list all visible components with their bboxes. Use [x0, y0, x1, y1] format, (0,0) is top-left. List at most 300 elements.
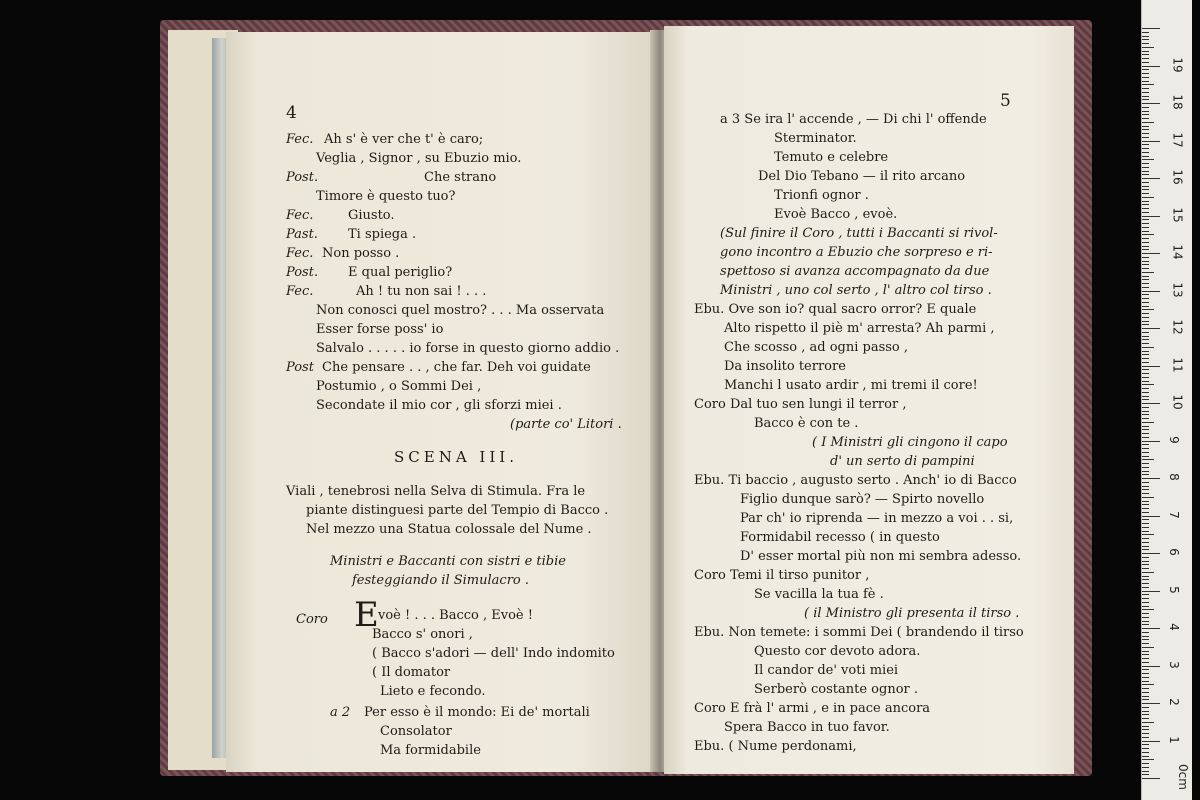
ruler-number: 2	[1166, 698, 1181, 706]
verse-line: Temuto e celebre	[774, 150, 889, 165]
stage-direction: (parte co' Litori .	[510, 417, 622, 432]
ruler-tick	[1142, 358, 1149, 359]
ruler-tick	[1142, 347, 1154, 348]
ruler-tick	[1142, 28, 1160, 29]
ruler-tick	[1142, 137, 1149, 138]
ruler-tick	[1142, 373, 1149, 374]
verse-line: Figlio dunque sarò? — Spirto novello	[740, 492, 985, 507]
verse-line: Ah ! tu non sai ! . . .	[356, 284, 487, 299]
ruler-tick	[1142, 84, 1154, 85]
ruler-tick	[1142, 636, 1149, 637]
ruler-tick	[1142, 306, 1149, 307]
verse-line: Coro Dal tuo sen lungi il terror ,	[694, 397, 907, 412]
speaker-label: Post	[286, 360, 314, 375]
ruler-tick	[1142, 426, 1149, 427]
ruler-tick	[1142, 493, 1149, 494]
verse-line: Non posso .	[322, 246, 400, 261]
ruler-tick	[1142, 759, 1154, 760]
ruler-tick	[1142, 497, 1154, 498]
ruler-tick	[1142, 287, 1149, 288]
ruler-tick	[1142, 324, 1149, 325]
ruler-tick	[1142, 613, 1149, 614]
scene-title: SCENA III.	[394, 448, 518, 466]
verse-line: Se vacilla la tua fè .	[754, 587, 884, 602]
ruler-tick	[1142, 396, 1149, 397]
ruler-tick	[1142, 737, 1149, 738]
ruler-tick	[1142, 268, 1149, 269]
ruler-tick	[1142, 339, 1149, 340]
stage-direction: Ministri e Baccanti con sistri e tibie	[330, 554, 566, 569]
ruler-tick	[1142, 587, 1149, 588]
verse-line: Esser forse poss' io	[316, 322, 444, 337]
ruler-tick	[1142, 246, 1149, 247]
ruler-number: 18	[1170, 94, 1185, 110]
ruler-tick	[1142, 403, 1160, 404]
ruler-tick	[1142, 261, 1149, 262]
ruler-tick	[1142, 193, 1149, 194]
verse-line: Trionfi ognor .	[774, 188, 869, 203]
ruler-tick	[1142, 763, 1149, 764]
ruler-tick	[1142, 411, 1149, 412]
ruler-tick	[1142, 444, 1149, 445]
ruler-tick	[1142, 692, 1149, 693]
ruler-tick	[1142, 703, 1160, 704]
page-number: 5	[1000, 91, 1011, 111]
verse-line: Che scosso , ad ogni passo ,	[724, 340, 909, 355]
ruler-tick	[1142, 321, 1149, 322]
ruler-tick	[1142, 422, 1154, 423]
verse-line: Sterminator.	[774, 131, 857, 146]
ruler-tick	[1142, 204, 1149, 205]
ruler-tick	[1142, 467, 1149, 468]
ruler-tick	[1142, 223, 1149, 224]
ruler-tick	[1142, 489, 1149, 490]
ruler-tick	[1142, 118, 1149, 119]
ruler-tick	[1142, 227, 1149, 228]
ruler-tick	[1142, 231, 1149, 232]
ruler-number: 0cm	[1175, 764, 1190, 790]
ruler-tick	[1142, 726, 1149, 727]
ruler-tick	[1142, 249, 1149, 250]
setting-line: piante distinguesi parte del Tempio di Bacco .	[306, 503, 609, 518]
ruler-tick	[1142, 174, 1149, 175]
ruler-tick	[1142, 182, 1149, 183]
ruler-tick	[1142, 47, 1154, 48]
ruler-tick	[1142, 606, 1149, 607]
ruler-number: 19	[1170, 56, 1185, 73]
ruler-number: 13	[1170, 281, 1185, 298]
stage-direction: spettoso si avanza accompagnato da due	[720, 264, 990, 279]
ruler-number: 5	[1166, 585, 1181, 594]
ruler-tick	[1142, 699, 1149, 700]
ruler-number: 14	[1170, 244, 1185, 260]
verse-line: Bacco s' onori ,	[372, 627, 473, 642]
verse-line: Evoè Bacco , evoè.	[774, 207, 898, 222]
ruler-tick	[1142, 474, 1149, 475]
ruler-tick	[1142, 733, 1149, 734]
ruler-tick	[1142, 212, 1149, 213]
verse-line: Per esso è il mondo: Ei de' mortali	[364, 705, 590, 720]
ruler-number: 11	[1170, 356, 1185, 373]
ruler-tick	[1142, 343, 1149, 344]
ruler-tick	[1142, 568, 1149, 569]
ruler-tick	[1142, 752, 1149, 753]
ruler-tick	[1142, 43, 1149, 44]
ruler-tick	[1142, 351, 1149, 352]
ruler-tick	[1142, 208, 1149, 209]
speaker-label: Past.	[286, 227, 318, 242]
ruler-tick	[1142, 414, 1149, 415]
setting-line: Nel mezzo una Statua colossale del Nume .	[306, 522, 592, 537]
ruler-tick	[1142, 767, 1149, 768]
ruler-tick	[1142, 658, 1149, 659]
ruler-tick	[1142, 463, 1149, 464]
verse-line: Consolator	[380, 724, 452, 739]
speaker-label: Fec.	[286, 284, 314, 299]
ruler-tick	[1142, 336, 1149, 337]
ruler-tick	[1142, 662, 1149, 663]
verse-line: Non conosci quel mostro? . . . Ma osservata	[316, 303, 605, 318]
verse-line: D' esser mortal più non mi sembra adesso.	[740, 549, 1022, 564]
stage-direction: ( il Ministro gli presenta il tirso .	[804, 606, 1020, 621]
ruler-tick	[1142, 654, 1149, 655]
ruler-tick	[1142, 681, 1149, 682]
ruler-tick	[1142, 482, 1149, 483]
ruler-tick	[1142, 471, 1149, 472]
ruler-tick	[1142, 651, 1149, 652]
speaker-label: Fec.	[286, 246, 314, 261]
verse-line: Che pensare . . , che far. Deh voi guidate	[322, 360, 591, 375]
ruler-number: 8	[1166, 473, 1181, 481]
ruler-number: 10	[1170, 394, 1185, 410]
speaker-label: Fec.	[286, 132, 314, 147]
ruler-tick	[1142, 32, 1149, 33]
ruler-tick	[1142, 332, 1149, 333]
ruler-tick	[1142, 54, 1149, 55]
verse-line: a 3 Se ira l' accende , — Di chi l' offende	[720, 112, 987, 127]
ruler-tick	[1142, 632, 1149, 633]
ruler-tick	[1142, 452, 1149, 453]
ruler-tick	[1142, 429, 1149, 430]
verse-line: Spera Bacco in tuo favor.	[724, 720, 890, 735]
ruler-tick	[1142, 684, 1154, 685]
ruler-tick	[1142, 553, 1160, 554]
ruler-tick	[1142, 748, 1149, 749]
ruler-tick	[1142, 531, 1149, 532]
ruler-tick	[1142, 669, 1149, 670]
ruler-tick	[1142, 508, 1149, 509]
ruler-tick	[1142, 527, 1149, 528]
ruler-tick	[1142, 647, 1154, 648]
verse-line: Ah s' è ver che t' è caro;	[324, 132, 484, 147]
ruler-tick	[1142, 96, 1149, 97]
ruler-tick	[1142, 756, 1149, 757]
ruler-tick	[1142, 456, 1149, 457]
ruler-tick	[1142, 234, 1154, 235]
ruler-tick	[1142, 441, 1160, 442]
ruler-tick	[1142, 129, 1149, 130]
ruler-tick	[1142, 673, 1149, 674]
ruler-tick	[1142, 504, 1149, 505]
ruler-tick	[1142, 512, 1149, 513]
ruler-tick	[1142, 197, 1154, 198]
verse-line: Formidabil recesso ( in questo	[740, 530, 940, 545]
ruler-tick	[1142, 714, 1149, 715]
ruler-tick	[1142, 159, 1154, 160]
ruler-tick	[1142, 711, 1149, 712]
ruler-tick	[1142, 144, 1149, 145]
verse-line: Salvalo . . . . . io forse in questo giorno addio .	[316, 341, 620, 356]
ruler-tick	[1142, 317, 1149, 318]
ruler-number: 16	[1170, 169, 1185, 185]
ruler-tick	[1142, 523, 1149, 524]
ruler-tick	[1142, 163, 1149, 164]
ruler-tick	[1142, 774, 1149, 775]
ruler-tick	[1142, 283, 1149, 284]
ruler-tick	[1142, 313, 1149, 314]
ruler-tick	[1142, 294, 1149, 295]
stage-direction: (Sul finire il Coro , tutti i Baccanti si rivol-	[720, 226, 998, 241]
ruler-tick	[1142, 167, 1149, 168]
ruler-tick	[1142, 39, 1149, 40]
verse-line: ( Bacco s'adori — dell' Indo indomito	[372, 646, 615, 661]
ruler-tick	[1142, 598, 1149, 599]
ruler-tick	[1142, 189, 1149, 190]
verse-line: Ti spiega .	[348, 227, 417, 242]
ruler-tick	[1142, 73, 1149, 74]
verse-line: Veglia , Signor , su Ebuzio mio.	[316, 151, 522, 166]
ruler-tick	[1142, 201, 1149, 202]
ruler-tick	[1142, 579, 1149, 580]
verse-line: Ebu. Non temete: i sommi Dei ( brandendo il tirso	[694, 625, 1024, 640]
ruler-tick	[1142, 219, 1149, 220]
ruler-tick	[1142, 88, 1149, 89]
ruler-tick	[1142, 69, 1149, 70]
verse-line: Alto rispetto il piè m' arresta? Ah parmi ,	[724, 321, 995, 336]
ruler-tick	[1142, 549, 1149, 550]
ruler-tick	[1142, 407, 1149, 408]
ruler-tick	[1142, 624, 1149, 625]
ruler-tick	[1142, 591, 1160, 592]
ruler-tick	[1142, 103, 1160, 104]
ruler-number: 15	[1170, 206, 1185, 223]
verse-line: Da insolito terrore	[724, 359, 846, 374]
ruler-tick	[1142, 238, 1149, 239]
ruler-tick	[1142, 718, 1149, 719]
ruler-tick	[1142, 122, 1154, 123]
speaker-label: Post.	[286, 265, 319, 280]
ruler-tick	[1142, 688, 1149, 689]
ruler-tick	[1142, 534, 1154, 535]
ruler-tick	[1142, 557, 1149, 558]
ruler-tick	[1142, 392, 1149, 393]
ruler-tick	[1142, 384, 1154, 385]
ruler-tick	[1142, 253, 1160, 254]
ruler-tick	[1142, 516, 1160, 517]
verse-line: Bacco è con te .	[754, 416, 859, 431]
ruler-tick	[1142, 156, 1149, 157]
stage-direction: ( I Ministri gli cingono il capo	[812, 435, 1008, 450]
ruler-tick	[1142, 486, 1149, 487]
ruler-tick	[1142, 628, 1160, 629]
ruler-tick	[1142, 546, 1149, 547]
ruler-tick	[1142, 583, 1149, 584]
ruler-tick	[1142, 576, 1149, 577]
verse-line: ( Il domator	[372, 665, 451, 680]
ruler-tick	[1142, 114, 1149, 115]
ruler-tick	[1142, 778, 1160, 779]
ruler-tick	[1142, 309, 1154, 310]
ruler-tick	[1142, 366, 1160, 367]
ruler-tick	[1142, 388, 1149, 389]
ruler-tick	[1142, 729, 1149, 730]
ruler-tick	[1142, 418, 1149, 419]
ruler-tick	[1142, 564, 1149, 565]
ruler-tick	[1142, 433, 1149, 434]
ruler-tick	[1142, 66, 1160, 67]
verse-line: Questo cor devoto adora.	[754, 644, 921, 659]
ruler-tick	[1142, 291, 1160, 292]
ruler-tick	[1142, 377, 1149, 378]
ruler-number: 17	[1170, 131, 1185, 148]
verse-line: E qual periglio?	[348, 265, 453, 280]
ruler-tick	[1142, 602, 1149, 603]
ruler-tick	[1142, 677, 1149, 678]
ruler-tick	[1142, 707, 1149, 708]
ruler-tick	[1142, 77, 1149, 78]
ruler-tick	[1142, 99, 1149, 100]
speaker-label: Fec.	[286, 208, 314, 223]
setting-line: Viali , tenebrosi nella Selva di Stimula. Fra le	[286, 484, 586, 499]
verse-line: Secondate il mio cor , gli sforzi miei .	[316, 398, 562, 413]
ruler-tick	[1142, 594, 1149, 595]
ruler-tick	[1142, 666, 1160, 667]
verse-line: Serberò costante ognor .	[754, 682, 919, 697]
ruler-number: 6	[1166, 548, 1181, 556]
ruler-number: 7	[1166, 510, 1181, 519]
ruler-tick	[1142, 399, 1149, 400]
ruler-tick	[1142, 771, 1149, 772]
ruler-tick	[1142, 279, 1149, 280]
verse-line: Ebu. ( Nume perdonami,	[694, 739, 857, 754]
verse-line: Ebu. Ove son io? qual sacro orror? E quale	[694, 302, 977, 317]
ruler-tick	[1142, 111, 1149, 112]
ruler-tick	[1142, 186, 1149, 187]
ruler-tick	[1142, 302, 1149, 303]
ruler-tick	[1142, 437, 1149, 438]
verse-line: voè ! . . . Bacco , Evoè !	[378, 608, 533, 623]
verse-line: Coro Temi il tirso punitor ,	[694, 568, 870, 583]
ruler-tick	[1142, 133, 1149, 134]
verse-line: Che strano	[424, 170, 497, 185]
ruler-tick	[1142, 242, 1149, 243]
stage-direction: gono incontro a Ebuzio che sorpreso e ri-	[720, 245, 993, 260]
verse-line: Coro E frà l' armi , e in pace ancora	[694, 701, 931, 716]
speaker-label: Coro	[296, 612, 328, 627]
ruler-tick	[1142, 58, 1149, 59]
stage-direction: festeggiando il Simulacro .	[352, 573, 530, 588]
page-number: 4	[286, 103, 297, 123]
ruler-tick	[1142, 62, 1149, 63]
ruler-tick	[1142, 126, 1149, 127]
left-page	[226, 32, 658, 772]
ruler-tick	[1142, 572, 1154, 573]
verse-line: Timore è questo tuo?	[316, 189, 456, 204]
ruler-tick	[1142, 561, 1149, 562]
ruler-tick	[1142, 617, 1149, 618]
ruler-tick	[1142, 257, 1149, 258]
ruler-tick	[1142, 643, 1149, 644]
ruler-tick	[1142, 328, 1160, 329]
verse-line: Par ch' io riprenda — in mezzo a voi . . si,	[740, 511, 1014, 526]
ruler-tick	[1142, 542, 1149, 543]
ruler-tick	[1142, 298, 1149, 299]
ruler-tick	[1142, 448, 1149, 449]
speaker-label: a 2	[330, 705, 351, 720]
stage-direction: d' un serto di pampini	[830, 454, 975, 469]
ruler-tick	[1142, 148, 1149, 149]
ruler-tick	[1142, 741, 1160, 742]
ruler-tick	[1142, 276, 1149, 277]
ruler-tick	[1142, 264, 1149, 265]
ruler-tick	[1142, 639, 1149, 640]
ruler-tick	[1142, 519, 1149, 520]
ruler-tick	[1142, 141, 1160, 142]
ruler-tick	[1142, 81, 1149, 82]
ruler-tick	[1142, 722, 1154, 723]
ruler-tick	[1142, 478, 1160, 479]
right-page	[664, 26, 1074, 774]
ruler-number: 3	[1166, 660, 1181, 669]
stage-direction: Ministri , uno col serto , l' altro col tirso .	[720, 283, 992, 298]
ruler-tick	[1142, 354, 1149, 355]
ruler-tick	[1142, 216, 1160, 217]
verse-line: Del Dio Tebano — il rito arcano	[758, 169, 966, 184]
ruler-tick	[1142, 178, 1160, 179]
ruler-tick	[1142, 744, 1149, 745]
verse-line: Postumio , o Sommi Dei ,	[316, 379, 482, 394]
ruler-tick	[1142, 51, 1149, 52]
ruler-tick	[1142, 369, 1149, 370]
verse-line: Il candor de' voti miei	[754, 663, 899, 678]
ruler-tick	[1142, 152, 1149, 153]
ruler-number: 9	[1166, 435, 1181, 444]
ruler-tick	[1142, 36, 1149, 37]
measuring-ruler	[1141, 0, 1192, 800]
verse-line: Manchi l usato ardir , mi tremi il core!	[724, 378, 978, 393]
ruler-tick	[1142, 272, 1154, 273]
ruler-tick	[1142, 362, 1149, 363]
ruler-tick	[1142, 609, 1154, 610]
ruler-tick	[1142, 538, 1149, 539]
ruler-tick	[1142, 621, 1149, 622]
verse-line: Giusto.	[348, 208, 395, 223]
ruler-tick	[1142, 501, 1149, 502]
verse-line: Ma formidabile	[380, 743, 481, 758]
ruler-tick	[1142, 92, 1149, 93]
verse-line: Ebu. Ti baccio , augusto serto . Anch' io di Bacco	[694, 473, 1017, 488]
drop-capital: E	[354, 595, 379, 635]
ruler-tick	[1142, 696, 1149, 697]
speaker-label: Post.	[286, 170, 319, 185]
ruler-number: 1	[1166, 735, 1181, 744]
ruler-tick	[1142, 381, 1149, 382]
ruler-number: 4	[1166, 623, 1181, 631]
verse-line: Lieto e fecondo.	[380, 684, 486, 699]
ruler-number: 12	[1170, 319, 1185, 335]
ruler-tick	[1142, 107, 1149, 108]
ruler-tick	[1142, 459, 1154, 460]
